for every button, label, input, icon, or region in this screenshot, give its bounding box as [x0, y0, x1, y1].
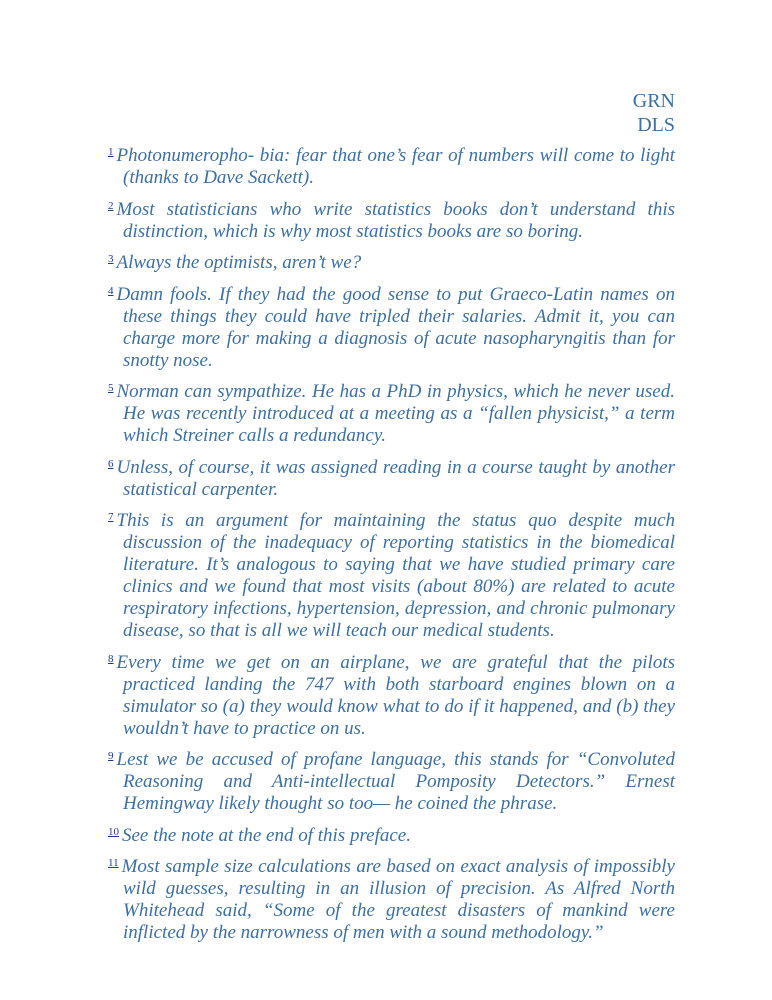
footnote-10-ref-link[interactable]: 10 [108, 825, 119, 838]
footnote-1 [108, 141, 675, 189]
footnote-5-text: Norman can sympathize. He has a PhD in physics, which he never used. He was recently introduced at a meeting as a “fallen physicist,” a term which Streiner calls a redundancy. [116, 381, 675, 446]
footnote-9 [108, 745, 675, 815]
footnote-7-text: This is an argument for maintaining the status quo despite much discussion of the inadequacy of reporting statistics in the biomedical literature. It’s analogous to saying that we have studied primary care clinics and we found that most visits (about 80%) are related to acute respiratory infections, hypertension, depression, and chronic pulmonary disease, so that is all we will teach our medical students. [116, 510, 675, 641]
footnote-10 [108, 821, 675, 847]
footnote-6-ref-link[interactable]: 6 [108, 457, 114, 470]
footnote-3-text: Always the optimists, aren’t we? [116, 252, 362, 273]
footnote-8 [108, 648, 675, 740]
footnote-8-ref-link[interactable]: 8 [108, 652, 114, 665]
footnote-1-text: Photonumeropho- bia: fear that one’s fear of numbers will come to light (thanks to Dave Sackett). [116, 145, 675, 188]
header-author-grn: GRN [632, 90, 675, 112]
footnote-4 [108, 280, 675, 372]
header-author-dls: DLS [637, 114, 675, 136]
footnote-5-ref-link[interactable]: 5 [108, 382, 114, 394]
footnote-11-text: Most sample size calculations are based on exact analysis of impossibly wild guesses, resulting in an illusion of precision. As Alfred North Whitehead said, “Some of the greatest disasters of mankind were inflicted by the narrowness of men with a sound methodology.” [121, 856, 675, 943]
footnote-8-text: Every time we get on an airplane, we are grateful that the pilots practiced landing the 747 with both starboard engines blown on a simulator so (a) they would know what to do if it happened, and (b) they wouldn’t have to practice on us. [116, 651, 675, 739]
footnote-11-ref-link[interactable]: 11 [108, 857, 119, 869]
footnotes-list [108, 141, 675, 950]
footnote-9-ref-link[interactable]: 9 [108, 750, 114, 762]
footnote-3 [108, 248, 675, 274]
footnote-2 [108, 195, 675, 243]
footnote-7-ref-link[interactable]: 7 [108, 511, 114, 523]
footnote-11 [108, 852, 675, 944]
footnote-4-ref-link[interactable]: 4 [108, 284, 114, 297]
footnote-5 [108, 377, 675, 447]
footnote-10-text: See the note at the end of this preface. [122, 824, 411, 846]
footnote-2-ref-link[interactable]: 2 [108, 199, 114, 212]
page-header [633, 89, 675, 137]
footnote-6 [108, 453, 675, 501]
footnote-1-ref-link[interactable]: 1 [108, 146, 114, 158]
footnote-2-text: Most statisticians who write statistics books don’t understand this distinction, which is why most statistics books are so boring. [116, 198, 675, 242]
footnote-3-ref-link[interactable]: 3 [108, 253, 114, 265]
footnote-6-text: Unless, of course, it was assigned reading in a course taught by another statistical carpenter. [116, 456, 675, 500]
footnote-7 [108, 506, 675, 642]
footnote-4-text: Damn fools. If they had the good sense to put Graeco-Latin names on these things they could have tripled their salaries. Admit it, you can charge more for making a diagnosis of acute nasopharyngitis than for snotty nose. [116, 283, 675, 371]
footnote-9-text: Lest we be accused of profane language, this stands for “Convoluted Reasoning and Anti-intellectual Pomposity Detectors.” Ernest Hemingway likely thought so too— he coined the phrase. [116, 749, 675, 814]
